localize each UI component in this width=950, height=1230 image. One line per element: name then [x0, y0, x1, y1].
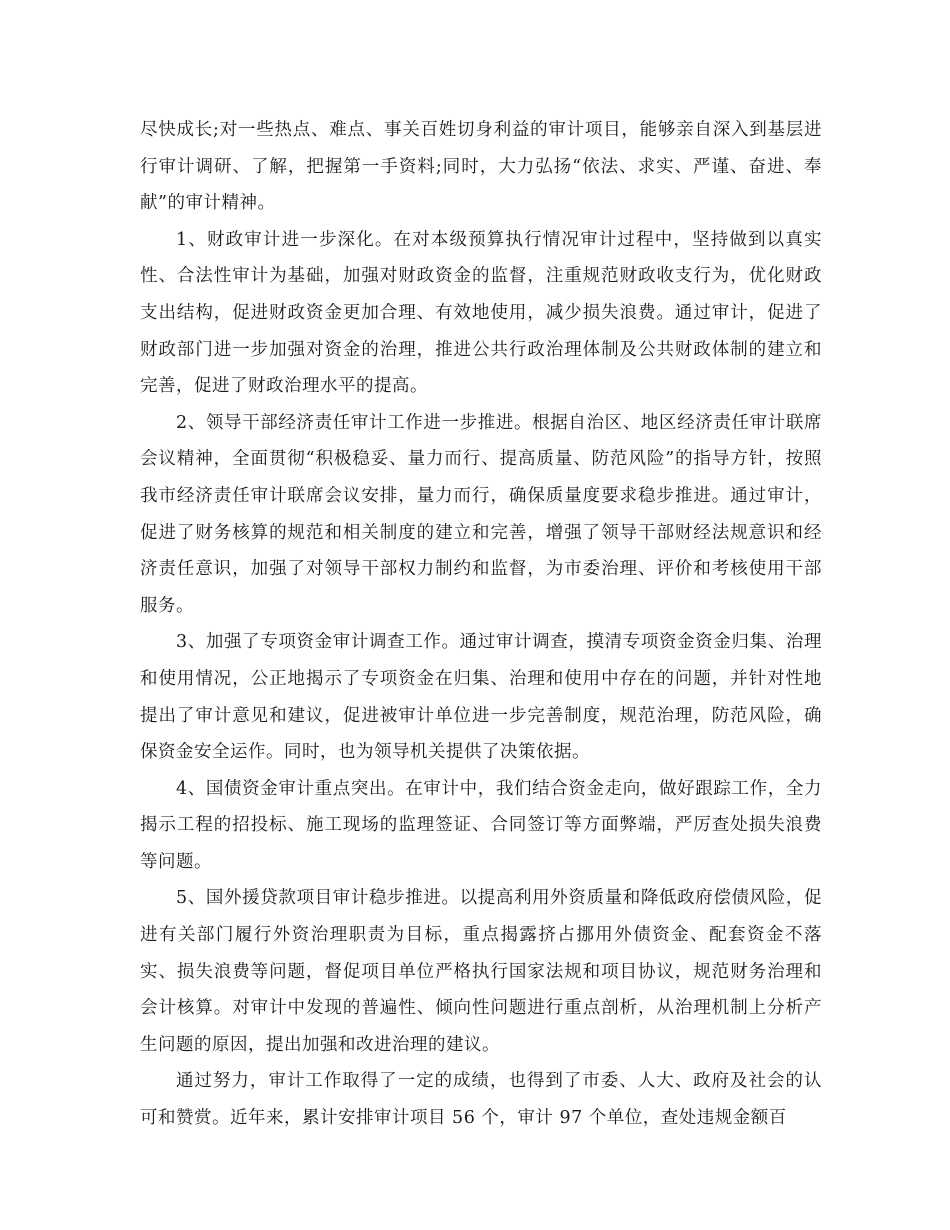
paragraph-treasury-bond-audit: 4、国债资金审计重点突出。在审计中，我们结合资金走向，做好跟踪工作，全力揭示工程的招投标、施工现场的监理签证、合同签订等方面弊端，严厉查处损失浪费等问题。 — [140, 778, 822, 872]
paragraph-continuation: 尽快成长;对一些热点、难点、事关百姓切身利益的审计项目，能够亲自深入到基层进行审计调研、了解，把握第一手资料;同时，大力弘扬“依法、求实、严谨、奋进、奉献”的审计精神。 — [140, 120, 822, 214]
paragraph-special-funds-audit: 3、加强了专项资金审计调查工作。通过审计调查，摸清专项资金资金归集、治理和使用情况，公正地揭示了专项资金在归集、治理和使用中存在的问题，并针对性地提出了审计意见和建议，促进被审计单位进一步完善制度，规范治理，防范风险，确保资金安全运作。同时，也为领导机关提供了决策依据。 — [140, 632, 822, 763]
document-body — [140, 112, 822, 1137]
paragraph-foreign-loan-audit: 5、国外援贷款项目审计稳步推进。以提高利用外资质量和降低政府偿债风险，促进有关部门履行外资治理职责为目标，重点揭露挤占挪用外债资金、配套资金不落实、损失浪费等问题，督促项目单位严格执行国家法规和项目协议，规范财务治理和会计核算。对审计中发现的普遍性、倾向性问题进行重点剖析，从治理机制上分析产生问题的原因，提出加强和改进治理的建议。 — [140, 888, 822, 1055]
paragraph-economic-responsibility-audit: 2、领导干部经济责任审计工作进一步推进。根据自治区、地区经济责任审计联席会议精神，全面贯彻“积极稳妥、量力而行、提高质量、防范风险”的指导方针，按照我市经济责任审计联席会议安排，量力而行，确保质量度要求稳步推进。通过审计，促进了财务核算的规范和相关制度的建立和完善，增强了领导干部财经法规意识和经济责任意识，加强了对领导干部权力制约和监督，为市委治理、评价和考核使用干部服务。 — [140, 412, 822, 616]
paragraph-fiscal-audit: 1、财政审计进一步深化。在对本级预算执行情况审计过程中，坚持做到以真实性、合法性审计为基础，加强对财政资金的监督，注重规范财政收支行为，优化财政支出结构，促进财政资金更加合理、有效地使用，减少损失浪费。通过审计，促进了财政部门进一步加强对资金的治理，推进公共行政治理体制及公共财政体制的建立和完善，促进了财政治理水平的提高。 — [140, 229, 822, 397]
paragraph-achievements: 通过努力，审计工作取得了一定的成绩，也得到了市委、人大、政府及社会的认可和赞赏。近年来，累计安排审计项目 56 个，审计 97 个单位，查处违规金额百 — [140, 1071, 822, 1129]
